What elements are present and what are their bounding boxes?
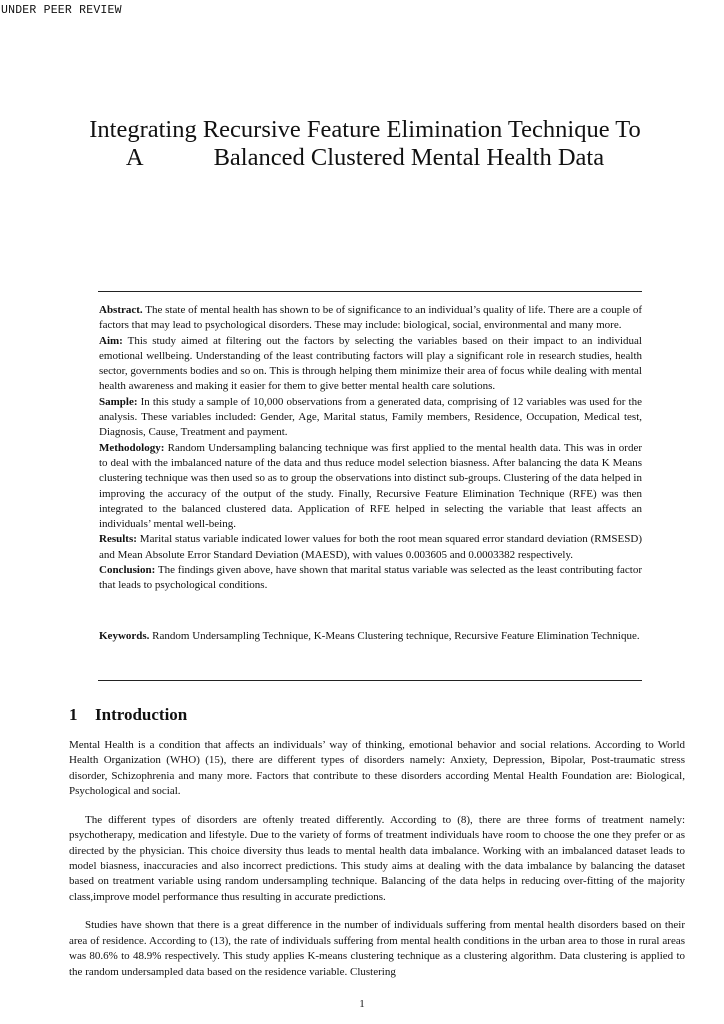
introduction-body bbox=[69, 738, 685, 993]
abstract-bottom-rule bbox=[98, 680, 642, 681]
title-line-2-start: A bbox=[125, 144, 144, 171]
sample-label: Sample: bbox=[99, 395, 138, 408]
conclusion-text: The findings given above, have shown that marital status variable was selected as the least contributing factor that leads to psychological conditions. bbox=[99, 564, 642, 592]
section-heading bbox=[69, 705, 187, 725]
abstract-aim bbox=[99, 334, 642, 395]
abstract-conclusion bbox=[99, 563, 642, 594]
aim-text: This study aimed at filtering out the factors by selecting the variables based on their impact to an individual emotional wellbeing. Understanding of the least contributing factors will play a significant role in research studies, health sector, governments bodies and so on. This is through helping them minimize their area of focus while dealing with mental health awareness and making it easier for them to give better mental health care solutions. bbox=[99, 334, 642, 393]
paper-title bbox=[60, 116, 670, 172]
abstract-intro bbox=[99, 303, 642, 334]
abstract-intro-text: The state of mental health has shown to be of significance to an individual’s quality of life. There are a couple of factors that may lead to psychological disorders. These may include: biological, social, environmental and many more. bbox=[99, 304, 642, 332]
conclusion-label: Conclusion: bbox=[99, 564, 156, 577]
results-text: Marital status variable indicated lower values for both the root mean squared error standard deviation (RMSESD) and Mean Absolute Error Standard Deviation (MAESD), with values 0.003605 and 0.0003382 respectively. bbox=[99, 533, 642, 561]
keywords-label: Keywords. bbox=[99, 630, 150, 642]
abstract-results bbox=[99, 532, 642, 563]
body-paragraph-1: Mental Health is a condition that affects an individuals’ way of thinking, emotional behavior and social relations. According to World Health Organization (WHO) (15), there are different types of disorders namely: Anxiety, Depression, Bipolar, Post-traumatic stress disorder, Schizophrenia and many more. Factors that contribute to these disorders according Mental Health Foundation are: Biological, Psychological and social. bbox=[69, 739, 685, 798]
section-number: 1 bbox=[69, 705, 78, 724]
title-line-2 bbox=[60, 144, 670, 172]
abstract-methodology bbox=[99, 441, 642, 533]
keywords bbox=[99, 629, 642, 644]
body-paragraph-3: Studies have shown that there is a great difference in the number of individuals suffering from mental health disorders based on their area of residence. According to (13), the rate of individuals suffering from mental health conditions in the urban area to those in rural areas was 80.6% to 48.9% respectively. This study applies K-means clustering technique as a clustering algorithm. Data clustering is applied to the random undersampled data based on the residence variable. Clustering bbox=[69, 919, 685, 978]
section-title: Introduction bbox=[95, 705, 188, 724]
abstract-label: Abstract. bbox=[99, 304, 143, 316]
results-label: Results: bbox=[99, 533, 137, 546]
aim-label: Aim: bbox=[99, 334, 123, 347]
methodology-label: Methodology: bbox=[99, 441, 165, 454]
abstract-sample bbox=[99, 395, 642, 441]
title-line-2-end: Balanced Clustered Mental Health Data bbox=[213, 144, 605, 171]
abstract-top-rule bbox=[98, 291, 642, 292]
title-line-1: Integrating Recursive Feature Elimination Technique To bbox=[89, 116, 641, 143]
peer-review-tag: UNDER PEER REVIEW bbox=[1, 4, 122, 17]
sample-text: In this study a sample of 10,000 observations from a generated data, comprising of 12 variables was used for the analysis. These variables included: Gender, Age, Marital status, Family members, Residence, Occupation, Medical test, Diagnosis, Cause, Treatment and payment. bbox=[99, 395, 642, 439]
page-number: 1 bbox=[359, 998, 365, 1010]
keywords-text: Random Undersampling Technique, K-Means Clustering technique, Recursive Feature Elimination Technique. bbox=[149, 630, 640, 642]
abstract-block bbox=[99, 303, 642, 594]
body-paragraph-2: The different types of disorders are oftenly treated differently. According to (8), there are three forms of treatment namely: psychotherapy, medication and lifestyle. Due to the variety of forms of treatment individuals have room to choose the one they prefer or as directed by the physician. This choice diversity thus leads to mental health data imbalance. Working with an imbalanced dataset leads to model biasness, inaccuracies and also incorrect predictions. This study aims at dealing with the data imbalance by balancing the dataset based on treatment variable using random undersampling technique. Balancing of the data helps in reducing over-fitting of the majority class,improve model performance thus resulting in accurate predictions. bbox=[69, 813, 685, 903]
methodology-text: Random Undersampling balancing technique was first applied to the mental health data. This was in order to deal with the imbalanced nature of the data and thus reduce model selection biasness. After balancing the data K Means clustering technique was then used so as to group the observations into distinct sub-groups. Clustering of the data helped in improving the accuracy of the output of the study. Finally, Recursive Feature Elimination Technique (RFE) was then integrated to the balanced clustered data. Application of RFE helped in selecting the variable that least affects an individuals’ mental well-being. bbox=[99, 441, 642, 531]
